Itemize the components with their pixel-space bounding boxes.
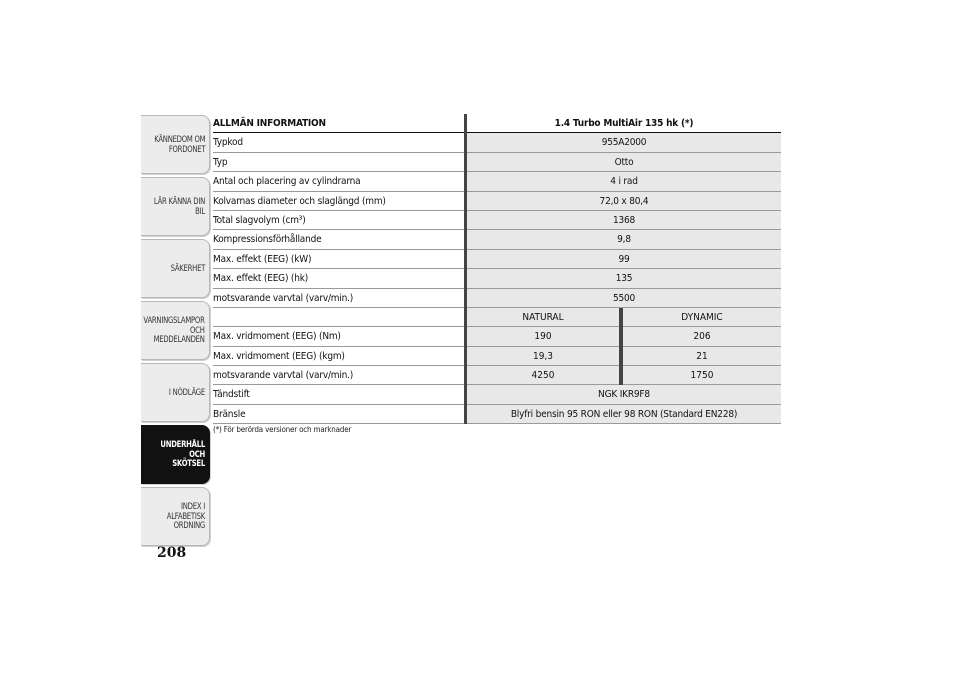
tab-label: I NÖDLÄGE xyxy=(168,386,205,397)
table-row xyxy=(213,327,781,346)
tab-label: INDEX I ALFABETISK ORDNING xyxy=(166,501,205,531)
table-row xyxy=(213,289,781,308)
row-label: Typkod xyxy=(213,133,464,152)
row-label: Antal och placering av cylindrarna xyxy=(213,172,464,191)
table-row xyxy=(213,133,781,152)
tab-label: KÄNNEDOM OM FORDONET xyxy=(153,133,205,154)
row-label: motsvarande varvtal (varv/min.) xyxy=(213,289,464,308)
tab-sakerhet[interactable] xyxy=(141,239,210,298)
tab-i-nodlage[interactable] xyxy=(141,363,210,422)
dynamic-value: 21 xyxy=(623,347,781,366)
dynamic-value: 206 xyxy=(623,327,781,346)
row-value: 9,8 xyxy=(467,230,781,249)
table-row xyxy=(213,230,781,249)
natural-mode-header: NATURAL xyxy=(467,308,619,327)
row-value: 99 xyxy=(467,250,781,269)
dynamic-value: 1750 xyxy=(623,366,781,385)
table-row xyxy=(213,269,781,288)
table-row xyxy=(213,192,781,211)
footnote: (*) För berörda versioner och marknader xyxy=(213,425,352,434)
table-row xyxy=(213,211,781,230)
row-value: 5500 xyxy=(467,289,781,308)
row-label: Max. vridmoment (EEG) (Nm) xyxy=(213,327,464,346)
tab-label: VARNINGSLAMPOR OCH MEDDELANDEN xyxy=(143,315,205,345)
header-label: ALLMÄN INFORMATION xyxy=(213,114,464,133)
row-label: Max. vridmoment (EEG) (kgm) xyxy=(213,347,464,366)
page-number: 208 xyxy=(157,545,187,561)
tab-index[interactable] xyxy=(141,487,210,546)
row-value: NGK IKR9F8 xyxy=(467,385,781,404)
tab-label: UNDERHÅLL OCH SKÖTSEL xyxy=(160,439,205,469)
row-label: motsvarande varvtal (varv/min.) xyxy=(213,366,464,385)
row-value: 72,0 x 80,4 xyxy=(467,192,781,211)
tab-lar-kanna-din-bil[interactable] xyxy=(141,177,210,236)
natural-value: 190 xyxy=(467,327,619,346)
table-row xyxy=(213,250,781,269)
engine-spec-table xyxy=(213,114,781,424)
natural-value: 19,3 xyxy=(467,347,619,366)
mode-header-row xyxy=(213,308,781,327)
row-value: 955A2000 xyxy=(467,133,781,152)
tab-kannedom-om-fordonet[interactable] xyxy=(141,115,210,174)
table-row xyxy=(213,366,781,385)
tab-varningslampor[interactable] xyxy=(141,301,210,360)
row-value: Blyfri bensin 95 RON eller 98 RON (Standard EN228) xyxy=(467,405,781,424)
row-value: Otto xyxy=(467,153,781,172)
table-header-row xyxy=(213,114,781,133)
row-label: Kolvarnas diameter och slaglängd (mm) xyxy=(213,192,464,211)
table-row xyxy=(213,347,781,366)
tab-label: SÄKERHET xyxy=(170,262,205,273)
row-value: 4 i rad xyxy=(467,172,781,191)
table-row xyxy=(213,385,781,404)
table-row xyxy=(213,405,781,424)
tab-underhall-och-skotsel[interactable] xyxy=(141,425,210,484)
header-value: 1.4 Turbo MultiAir 135 hk (*) xyxy=(467,114,781,133)
row-label: Kompressionsförhållande xyxy=(213,230,464,249)
natural-value: 4250 xyxy=(467,366,619,385)
table-row xyxy=(213,153,781,172)
row-label: Tändstift xyxy=(213,385,464,404)
row-label: Total slagvolym (cm³) xyxy=(213,211,464,230)
dynamic-mode-header: DYNAMIC xyxy=(623,308,781,327)
row-label: Bränsle xyxy=(213,405,464,424)
row-value: 1368 xyxy=(467,211,781,230)
table-row xyxy=(213,172,781,191)
tab-label: LÄR KÄNNA DIN BIL xyxy=(153,195,205,216)
row-label: Max. effekt (EEG) (kW) xyxy=(213,250,464,269)
row-label xyxy=(213,308,464,327)
row-value: 135 xyxy=(467,269,781,288)
row-label: Max. effekt (EEG) (hk) xyxy=(213,269,464,288)
row-label: Typ xyxy=(213,153,464,172)
